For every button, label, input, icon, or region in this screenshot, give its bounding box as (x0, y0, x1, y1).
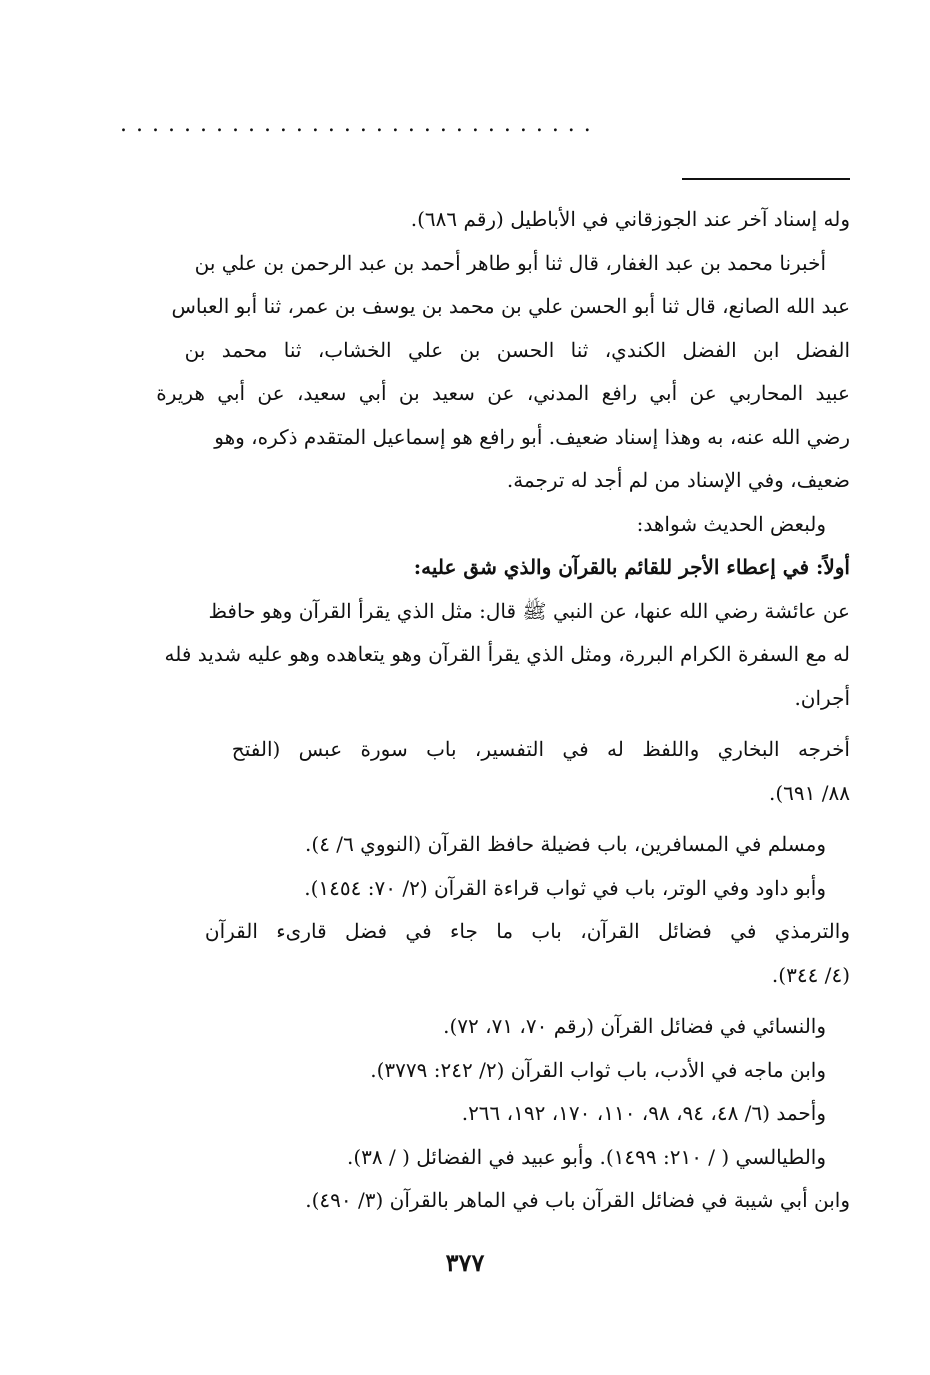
text-line: والترمذي في فضائل القرآن، باب ما جاء في فضل قارىء القرآن (204, 919, 850, 943)
text-line: أجران. (794, 685, 850, 710)
text-line: وابن أبي شيبة في فضائل القرآن باب في الماهر بالقرآن (٣/ ٤٩٠). (305, 1188, 850, 1212)
text-line: ضعيف، وفي الإسناد من لم أجد له ترجمة. (506, 468, 850, 492)
text-line: رضي الله عنه، به وهذا إسناد ضعيف. أبو رافع هو إسماعيل المتقدم ذكره، وهو (214, 424, 850, 449)
text-line: أخرجه البخاري واللفظ له في التفسير، باب سورة عبس (الفتح (231, 737, 850, 761)
text-line: له مع السفرة الكرام البررة، ومثل الذي يقرأ القرآن وهو يتعاهده وهو عليه شديد فله (164, 642, 850, 666)
text-line: وله إسناد آخر عند الجوزقاني في الأباطيل (رقم ٦٨٦). (410, 207, 850, 231)
text-line: عن عائشة رضي الله عنها، عن النبي ﷺ قال: مثل الذي يقرأ القرآن وهو حافظ (208, 598, 850, 623)
text-line: والنسائي في فضائل القرآن (رقم ٧٠، ٧١، ٧٢). (443, 1014, 826, 1038)
text-line: أخبرنا محمد بن عبد الغفار، قال ثنا أبو طاهر أحمد بن عبد الرحمن بن علي بن (194, 250, 826, 275)
text-line: عبيد المحاربي عن أبي رافع المدني، عن سعيد بن أبي سعيد، عن أبي هريرة (156, 381, 850, 405)
text-line: (٤/ ٣٤٤). (771, 962, 850, 987)
dotted-separator: .............................. (120, 112, 600, 137)
page-body (120, 198, 850, 1223)
text-line: ولبعض الحديث شواهد: (636, 511, 826, 536)
text-line: ومسلم في المسافرين، باب فضيلة حافظ القرآن (النووي ٦/ ٤). (305, 832, 826, 856)
page-number: ٣٧٧ (445, 1248, 485, 1277)
text-line: عبد الله الصانع، قال ثنا أبو الحسن علي بن محمد بن يوسف بن عمر، ثنا أبو العباس (171, 294, 850, 318)
section-heading: أولاً: في إعطاء الأجر للقائم بالقرآن والذي شق عليه: (413, 555, 850, 579)
footnote-rule (682, 178, 850, 180)
text-line: الفضل ابن الفضل الكندي، ثنا الحسن بن علي الخشاب، ثنا محمد بن (184, 337, 850, 362)
text-line: وأحمد (٦/ ٤٨، ٩٤، ٩٨، ١١٠، ١٧٠، ١٩٢، ٢٦٦. (461, 1101, 826, 1125)
text-line: وأبو داود وفي الوتر، باب في ثواب قراءة القرآن (٢/ ٧٠: ١٤٥٤). (304, 875, 826, 900)
text-line: والطيالسي ( / ٢١٠: ١٤٩٩). وأبو عبيد في الفضائل ( / ٣٨). (347, 1144, 826, 1169)
text-line: وابن ماجه في الأدب، باب ثواب القرآن (٢/ ٢٤٢: ٣٧٧٩). (370, 1057, 826, 1082)
text-line: ٨٨/ ٦٩١). (769, 780, 850, 805)
